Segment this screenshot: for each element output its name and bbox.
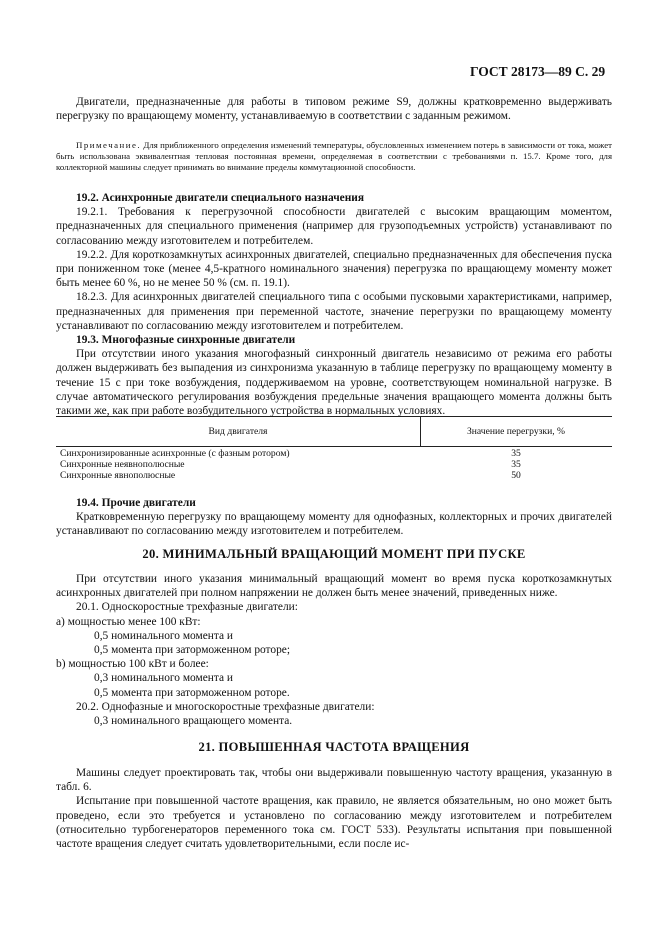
section-19-4-paragraph: Кратковременную перегрузку по вращающему моменту для однофазных, коллекторных и прочих двигателей устанавливают по согласованию между изготовителем и потребителем. [56,511,612,538]
section-19-2 [56,191,612,418]
table-cell-type: Синхронные явнополюсные [60,470,176,481]
table-header-value: Значение перегрузки, % [466,426,566,437]
note-paragraph [56,140,612,172]
section-20-heading: 20. МИНИМАЛЬНЫЙ ВРАЩАЮЩИЙ МОМЕНТ ПРИ ПУСКЕ [142,547,526,561]
table-header-type: Вид двигателя [208,426,268,437]
item-a: a) мощностью менее 100 кВт: [56,615,201,628]
note-label: Примечание. [76,140,142,150]
table-cell-value: 50 [511,470,521,481]
table-cell-type: Синхронизированные асинхронные (с фазным ротором) [60,448,290,459]
section-21 [56,766,612,851]
section-19-2-2: 19.2.2. Для короткозамкнутых асинхронных двигателей, специально предназначенных для обеспечения пуска при пониженном токе (менее 4,5-кратного номинального значения) перегрузка по вращающему моменту может быть менее 60 %, но не менее 50 % (см. п. 19.1). [56,248,612,290]
section-19-4-heading: 19.4. Прочие двигатели [76,497,196,509]
section-21-paragraph-1: Машины следует проектировать так, чтобы они выдерживали повышенную частоту вращения, указанную в табл. 6. [56,767,612,794]
section-19-3-paragraph: При отсутствии иного указания многофазный синхронный двигатель независимо от режима его работы должен выдерживать без выпадения из синхронизма указанную в таблице перегрузку по вращающему моменту в течение 15 с при токе возбуждения, поддерживаемом на уровне, соответствующем номинальной нагрузке. В случае автоматического регулирования возбуждения предельные значения вращающего момента должны быть такими же, как при работе возбудительного устройства в нормальных условиях. [56,348,612,418]
section-21-heading: 21. ПОВЫШЕННАЯ ЧАСТОТА ВРАЩЕНИЯ [198,740,470,754]
page-header-code: ГОСТ 28173—89 С. 29 [470,64,606,79]
section-19-2-1: 19.2.1. Требования к перегрузочной способности двигателей с высоким вращающим моментом, предназначенных для специального применения (например для грузоподъемных устройств) устанавливают по согласованию между изготовителем и потребителем. [56,206,612,247]
overload-table [56,416,612,484]
section-20 [56,572,612,728]
note-text: Для приближенного определения изменений температуры, обусловленных изменением потерь в зависимости от тока, может быть использована эквивалентная тепловая постоянная времени, определяемая в соответствии с требованиями п. 15.7. Кроме того, для коллекторной машины следует принимать во внимание пределы коммутационной способности. [56,140,612,172]
item-20-2-value: 0,3 номинального вращающего момента. [94,715,293,728]
table-header-rule [56,446,612,447]
item-a-1: 0,5 номинального момента и [94,629,233,642]
item-b-2: 0,5 момента при заторможенном роторе. [94,686,290,699]
section-21-paragraph-2: Испытание при повышенной частоте вращения, как правило, не является обязательным, но оно может быть проведено, если это требуется и установлено по согласованию между изготовителем и потребителем (относительно турбогенераторов переменного тока см. ГОСТ 533). Результаты испытания при повышенной частоте вращения следует считать удовлетворительными, если после ис- [56,795,612,851]
section-19-3-heading: 19.3. Многофазные синхронные двигатели [76,334,296,347]
table-row [56,470,612,482]
section-20-intro: При отсутствии иного указания минимальный вращающий момент во время пуска короткозамкнутых асинхронных двигателей при полном напряжении не должен быть менее значений, приведенных ниже. [56,573,612,600]
note-block [56,140,612,172]
section-19-2-heading: 19.2. Асинхронные двигатели специального назначения [76,192,365,204]
item-a-2: 0,5 момента при заторможенном роторе; [94,644,290,657]
table-top-rule [56,416,612,417]
table-cell-type: Синхронные неявнополюсные [60,459,185,470]
table-cell-value: 35 [511,459,521,470]
intro-block [56,95,612,123]
section-19-4 [56,496,612,539]
section-18-2-3: 18.2.3. Для асинхронных двигателей специального типа с особыми пусковыми характеристиками, например, предназначенных для применения при переменной частоте, значение перегрузки по вращающему моменту устанавливают по согласованию между изготовителем и потребителем. [56,291,612,332]
intro-paragraph: Двигатели, предназначенные для работы в типовом режиме S9, должны кратковременно выдерживать перегрузку по вращающему моменту, устанавливаемую в соответствии с заданным режимом. [56,96,612,123]
table-cell-value: 35 [511,448,521,459]
item-b: b) мощностью 100 кВт и более: [56,658,209,671]
section-20-2: 20.2. Однофазные и многоскоростные трехфазные двигатели: [76,700,375,713]
item-b-1: 0,3 номинального момента и [94,672,233,685]
section-20-1: 20.1. Односкоростные трехфазные двигатели: [76,601,298,614]
